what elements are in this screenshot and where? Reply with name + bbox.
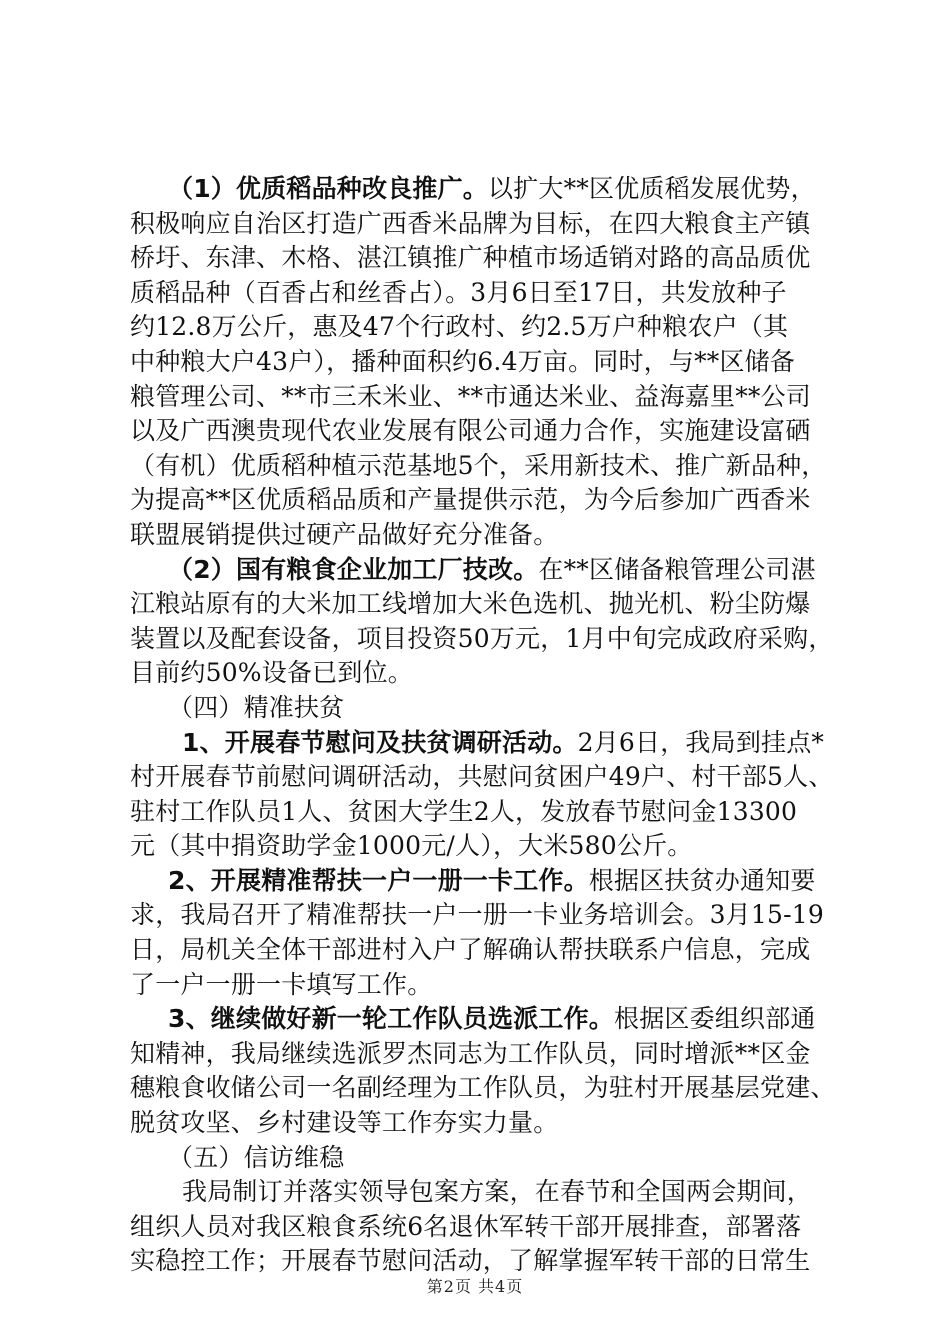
body-text: 元（其中捐资助学金1000元/人），大米580公斤。 bbox=[130, 831, 693, 861]
body-text: 积极响应自治区打造广西香米品牌为目标，在四大粮食主产镇 bbox=[130, 208, 811, 238]
body-text: 我局制订并落实领导包案方案，在春节和全国两会期间， bbox=[182, 1177, 813, 1207]
text-line bbox=[130, 726, 830, 761]
body-text: 根据区委组织部通 bbox=[614, 1004, 816, 1034]
text-line bbox=[130, 933, 830, 968]
body-text: 在**区储备粮管理公司湛 bbox=[538, 554, 816, 584]
text-line bbox=[130, 207, 830, 242]
text-line bbox=[130, 760, 834, 795]
text-line bbox=[130, 1071, 836, 1106]
text-line bbox=[130, 587, 830, 622]
body-text: 质稻品种（百香占和丝香占）。3月6日至17日，共发放种子 bbox=[130, 277, 787, 307]
text-line bbox=[130, 310, 830, 345]
bold-heading-text: 1、开展春节慰问及扶贫调研活动。 bbox=[182, 727, 578, 757]
body-text: 江粮站原有的大米加工线增加大米色选机、抛光机、粉尘防爆 bbox=[130, 589, 811, 619]
body-text: 以扩大**区优质稻发展优势， bbox=[488, 174, 816, 203]
body-text: （四）精准扶贫 bbox=[168, 692, 345, 722]
text-line bbox=[130, 968, 830, 1003]
text-line bbox=[130, 1106, 830, 1141]
body-text: （五）信访维稳 bbox=[168, 1142, 345, 1172]
text-line bbox=[130, 691, 830, 726]
page-footer: 第2页 共4页 bbox=[426, 1277, 524, 1296]
text-line bbox=[130, 829, 830, 864]
bold-heading-text: 2、开展精准帮扶一户一册一卡工作。 bbox=[168, 865, 589, 895]
body-text: 粮管理公司、**市三禾米业、**市通达米业、益海嘉里**公司 bbox=[130, 381, 812, 411]
text-line bbox=[130, 518, 830, 553]
body-text: 中种粮大户43户），播种面积约6.4万亩。同时，与**区储备 bbox=[130, 346, 796, 376]
bold-heading-text: 3、继续做好新一轮工作队员选派工作。 bbox=[168, 1004, 614, 1034]
bold-heading-text: （1）优质稻品种改良推广。 bbox=[168, 174, 488, 203]
text-line bbox=[130, 380, 830, 415]
text-line bbox=[130, 864, 830, 899]
text-line bbox=[130, 276, 830, 311]
text-line bbox=[130, 553, 830, 588]
body-text: 联盟展销提供过硬产品做好充分准备。 bbox=[130, 519, 559, 549]
text-line bbox=[130, 1210, 830, 1245]
text-line bbox=[130, 1175, 830, 1210]
body-text: 目前约50%设备已到位。 bbox=[130, 658, 413, 688]
body-text: 了一户一册一卡填写工作。 bbox=[130, 969, 433, 999]
body-text: （有机）优质稻种植示范基地5个，采用新技术、推广新品种， bbox=[130, 450, 827, 480]
body-text: 2月6日，我局到挂点* bbox=[577, 727, 825, 757]
text-line bbox=[130, 483, 830, 518]
text-line bbox=[130, 345, 830, 380]
text-line bbox=[130, 414, 830, 449]
body-text: 为提高**区优质稻品质和产量提供示范，为今后参加广西香米 bbox=[130, 485, 811, 515]
text-line bbox=[130, 898, 830, 933]
text-line bbox=[130, 1037, 830, 1072]
text-line bbox=[130, 1141, 830, 1176]
body-text: 驻村工作队员1人、贫困大学生2人，发放春节慰问金13300 bbox=[130, 796, 798, 826]
bold-heading-text: （2）国有粮食企业加工厂技改。 bbox=[168, 554, 539, 584]
text-line bbox=[130, 656, 830, 691]
body-text: 穗粮食收储公司一名副经理为工作队员，为驻村开展基层党建、 bbox=[130, 1073, 836, 1103]
body-text: 日，局机关全体干部进村入户了解确认帮扶联系户信息，完成 bbox=[130, 935, 811, 965]
text-line bbox=[130, 1002, 830, 1037]
text-line bbox=[130, 622, 834, 657]
text-line bbox=[130, 172, 830, 207]
body-text: 以及广西澳贵现代农业发展有限公司通力合作，实施建设富硒 bbox=[130, 416, 811, 446]
body-text: 桥圩、东津、木格、湛江镇推广种植市场适销对路的高品质优 bbox=[130, 243, 811, 273]
body-text: 装置以及配套设备，项目投资50万元，1月中旬完成政府采购， bbox=[130, 623, 834, 653]
body-text: 知精神，我局继续选派罗杰同志为工作队员，同时增派**区金 bbox=[130, 1038, 811, 1068]
body-text: 根据区扶贫办通知要 bbox=[588, 865, 816, 895]
body-text: 实稳控工作；开展春节慰问活动，了解掌握军转干部的日常生 bbox=[130, 1246, 811, 1276]
body-text: 脱贫攻坚、乡村建设等工作夯实力量。 bbox=[130, 1108, 559, 1138]
body-text: 约12.8万公斤，惠及47个行政村、约2.5万户种粮农户（其 bbox=[130, 312, 789, 342]
body-text: 组织人员对我区粮食系统6名退休军转干部开展排查，部署落 bbox=[130, 1211, 802, 1241]
body-text: 求，我局召开了精准帮扶一户一册一卡业务培训会。3月15-19 bbox=[130, 900, 824, 930]
text-line bbox=[130, 795, 830, 830]
text-line bbox=[130, 449, 830, 484]
body-text: 村开展春节前慰问调研活动，共慰问贫困户49户、村干部5人、 bbox=[130, 762, 834, 792]
text-line bbox=[130, 241, 830, 276]
document-body bbox=[130, 172, 836, 1279]
